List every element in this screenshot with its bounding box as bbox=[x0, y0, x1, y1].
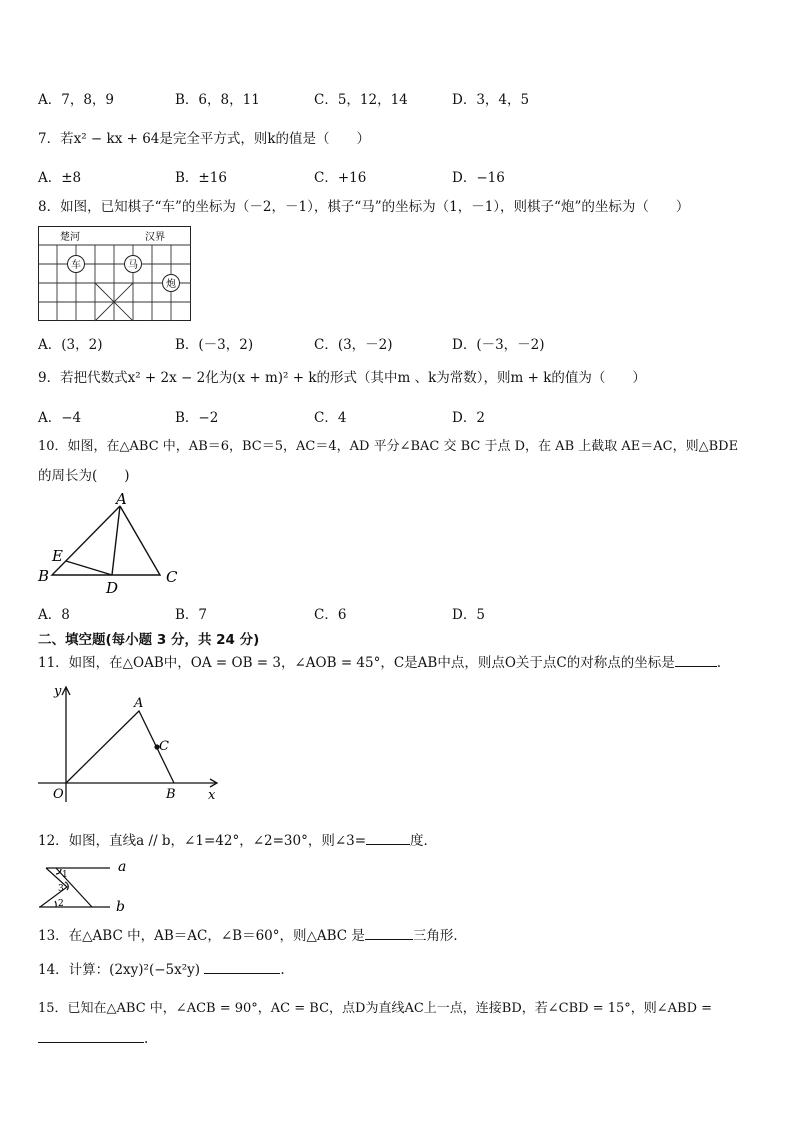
q10-triangle-figure bbox=[36, 490, 186, 598]
q11-label-x: x bbox=[208, 788, 216, 803]
q11-label-y: y bbox=[54, 684, 62, 699]
q12-question-text: 12．如图，直线a // b，∠1=42°，∠2=30°，则∠3= bbox=[38, 833, 367, 849]
q9-option-d: D．2 bbox=[452, 410, 485, 426]
q6-option-d: D．3，4，5 bbox=[452, 92, 530, 108]
q14-answer-blank[interactable] bbox=[204, 961, 280, 974]
q10-option-b: B．7 bbox=[175, 607, 208, 623]
q15-answer-line: . bbox=[38, 1030, 148, 1048]
q12-suffix: 度． bbox=[410, 833, 438, 849]
q11-question: 11．如图，在△OAB中，OA = OB = 3，∠AOB = 45°，C是AB中点，则点O关于点C的对称点的坐标是 . bbox=[38, 655, 722, 671]
q13-question-text: 13．在△ABC 中，AB＝AC，∠B＝60°，则△ABC 是 bbox=[38, 928, 365, 944]
q13-question bbox=[38, 927, 467, 945]
q15-question: 15．已知在△ABC 中，∠ACB = 90°，AC = BC，点D为直线AC上一点，连接BD，若∠CBD = 15°，则∠ABD = bbox=[38, 1001, 713, 1016]
chess-board-figure bbox=[38, 226, 192, 322]
board-label-hanjie: 汉界 bbox=[145, 232, 165, 243]
q8-option-d: D．(－3，－2) bbox=[452, 337, 545, 353]
board-label-chuhe: 楚河 bbox=[60, 232, 80, 243]
q8-option-a: A．(3，2) bbox=[38, 337, 103, 353]
q13-answer-blank[interactable] bbox=[365, 927, 413, 940]
q6-option-a: A．7，8，9 bbox=[38, 92, 115, 108]
piece-che: 车 bbox=[71, 260, 81, 271]
q11-answer-blank[interactable] bbox=[675, 654, 717, 667]
q12-parallel-lines-figure bbox=[36, 857, 146, 915]
section-heading: 二、填空题(每小题 3 分，共 24 分) bbox=[38, 632, 260, 648]
q12-angle-2: 2 bbox=[58, 899, 64, 909]
q12-answer-blank[interactable] bbox=[366, 832, 410, 845]
q11-label-a: A bbox=[134, 696, 144, 711]
piece-ma: 马 bbox=[128, 260, 138, 271]
q10-label-d: D bbox=[106, 579, 119, 597]
q12-label-a: a bbox=[118, 859, 127, 875]
q8-question: 8．如图，已知棋子“车”的坐标为（－2，－1），棋子“马”的坐标为（1，－1），则棋子“炮”的坐标为（ ） bbox=[38, 199, 690, 215]
q10-question-line1: 10．如图，在△ABC 中，AB＝6，BC＝5，AC＝4，AD 平分∠BAC 交 BC 于点 D，在 AB 上截取 AE＝AC，则△BDE bbox=[38, 439, 739, 454]
q15-answer-blank[interactable] bbox=[38, 1030, 144, 1043]
q10-label-e: E bbox=[52, 547, 63, 565]
q8-option-b: B．(－3，2) bbox=[175, 337, 254, 353]
q9-option-b: B．−2 bbox=[175, 410, 219, 426]
q9-option-c: C．4 bbox=[314, 410, 347, 426]
q11-question-text: 11．如图，在△OAB中，OA = OB = 3，∠AOB = 45°，C是AB中点，则点O关于点C的对称点的坐标是 bbox=[38, 655, 675, 671]
q9-option-a: A．−4 bbox=[38, 410, 82, 426]
q7-question: 7．若x² − kx + 64是完全平方式，则k的值是（ ） bbox=[38, 131, 371, 147]
q10-label-a: A bbox=[116, 490, 127, 508]
q12-question bbox=[38, 832, 437, 850]
q10-label-c: C bbox=[166, 568, 178, 586]
q10-option-c: C．6 bbox=[314, 607, 347, 623]
q13-suffix: 三角形． bbox=[412, 928, 467, 944]
q7-option-d: D．−16 bbox=[452, 170, 505, 186]
q7-option-a: A．±8 bbox=[38, 170, 82, 186]
q10-question-line2: 的周长为( ) bbox=[38, 468, 130, 484]
q6-option-c: C．5，12，14 bbox=[314, 92, 408, 108]
piece-pao: 炮 bbox=[166, 279, 176, 290]
q7-option-b: B．±16 bbox=[175, 170, 227, 186]
q11-label-o: O bbox=[53, 787, 64, 802]
q8-option-c: C．(3，－2) bbox=[314, 337, 393, 353]
q11-label-b: B bbox=[166, 787, 176, 802]
q10-label-b: B bbox=[38, 567, 50, 585]
q14-question: 14．计算：(2xy)²(−5x²y) . bbox=[38, 962, 285, 978]
q10-option-d: D．5 bbox=[452, 607, 485, 623]
q9-question: 9．若把代数式x² + 2x − 2化为(x + m)² + k的形式（其中m 、k为常数），则m + k的值为（ ） bbox=[38, 370, 646, 386]
q12-angle-1: 1 bbox=[62, 870, 68, 880]
q12-angle-3: 3 bbox=[58, 884, 64, 894]
q7-option-c: C．+16 bbox=[314, 170, 367, 186]
q11-label-c: C bbox=[159, 739, 169, 754]
q11-coordinate-figure bbox=[36, 684, 226, 804]
q14-question-text: 14．计算：(2xy)²(−5x²y) bbox=[38, 962, 201, 978]
q10-option-a: A．8 bbox=[38, 607, 70, 623]
q12-label-b: b bbox=[116, 899, 125, 915]
q6-option-b: B．6，8，11 bbox=[175, 92, 260, 108]
